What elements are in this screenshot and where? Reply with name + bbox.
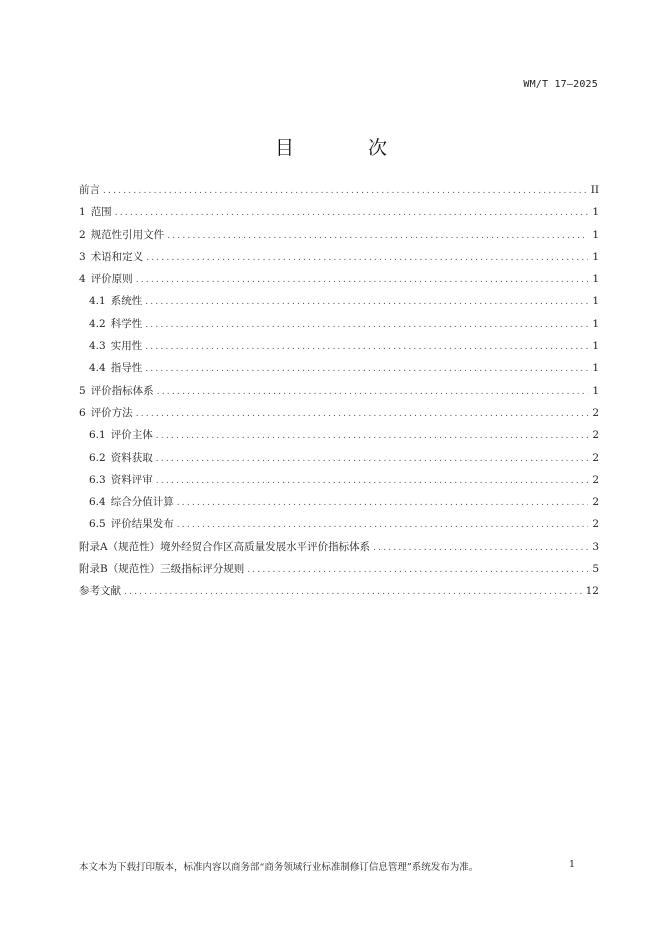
toc-entry-number: 6.2 <box>89 451 106 464</box>
toc-entry-label: 实用性 <box>110 340 143 353</box>
toc-entry-page: 1 <box>592 228 599 241</box>
toc-dot-leader <box>373 537 588 559</box>
toc-dot-leader <box>124 581 583 603</box>
toc-entry-page: 2 <box>592 473 599 486</box>
toc-entry[interactable] <box>79 179 599 201</box>
toc-entry-number: 6.5 <box>89 518 106 531</box>
toc-dot-leader <box>156 448 588 470</box>
toc-entry-page: 1 <box>592 317 599 330</box>
toc-entry-number: 4.1 <box>89 295 106 308</box>
toc-entry-page: 2 <box>592 518 599 531</box>
toc-entry-number: 4.3 <box>89 340 106 353</box>
toc-entry-page: 2 <box>592 451 599 464</box>
toc-entry[interactable] <box>79 313 599 335</box>
table-of-contents <box>79 179 599 603</box>
toc-entry-label: 规范性引用文件 <box>90 228 165 241</box>
toc-entry[interactable] <box>79 447 599 469</box>
toc-entry[interactable] <box>79 246 599 268</box>
toc-entry-label: 评价主体 <box>110 429 153 442</box>
toc-dot-leader <box>156 470 588 492</box>
toc-entry-page: II <box>590 184 599 196</box>
toc-dot-leader <box>146 247 588 269</box>
toc-entry-page: 2 <box>592 429 599 442</box>
toc-entry-label: 评价指标体系 <box>90 384 154 397</box>
toc-entry[interactable] <box>79 201 599 223</box>
footer-note: 本文本为下载打印版本，标准内容以商务部“商务领域行业标准制修订信息管理”系统发布为准。 <box>79 862 479 873</box>
toc-entry-label: 范围 <box>90 206 112 219</box>
toc-entry-number: 5 <box>79 384 86 397</box>
toc-dot-leader <box>247 559 588 581</box>
toc-entry-number: 3 <box>79 250 86 263</box>
toc-entry-label: 科学性 <box>110 317 143 330</box>
toc-entry-label: 评价方法 <box>90 406 133 419</box>
page-footer <box>79 859 575 873</box>
toc-entry-page: 1 <box>592 273 599 286</box>
toc-entry[interactable] <box>79 335 599 357</box>
toc-entry[interactable] <box>79 268 599 290</box>
toc-dot-leader <box>177 514 588 536</box>
toc-entry[interactable] <box>79 469 599 491</box>
toc-entry[interactable] <box>79 290 599 312</box>
toc-entry-page: 1 <box>592 250 599 263</box>
toc-entry[interactable] <box>79 224 599 246</box>
toc-entry-page: 1 <box>592 295 599 308</box>
toc-entry[interactable] <box>79 580 599 602</box>
toc-entry-number: 4 <box>79 273 86 286</box>
toc-dot-leader <box>156 425 588 447</box>
toc-entry-page: 5 <box>592 563 599 576</box>
toc-entry-number: 6.4 <box>89 496 106 509</box>
toc-entry-number: 4.2 <box>89 317 106 330</box>
toc-entry-number: 2 <box>79 228 86 241</box>
toc-dot-leader <box>136 269 588 291</box>
toc-entry-label: 系统性 <box>110 295 143 308</box>
toc-entry-page: 1 <box>592 206 599 219</box>
toc-entry-page: 2 <box>592 496 599 509</box>
toc-entry-label: 评价结果发布 <box>110 518 174 531</box>
toc-entry-label: 参考文献 <box>79 585 121 598</box>
toc-entry-page: 1 <box>592 340 599 353</box>
toc-dot-leader <box>157 381 588 403</box>
toc-entry[interactable] <box>79 402 599 424</box>
toc-entry-page: 1 <box>592 384 599 397</box>
toc-dot-leader <box>167 225 588 247</box>
toc-entry[interactable] <box>79 491 599 513</box>
toc-dot-leader <box>145 358 588 380</box>
document-code: WM/T 17—2025 <box>523 79 598 90</box>
footer-page-number: 1 <box>568 859 575 870</box>
toc-dot-leader <box>177 492 588 514</box>
toc-entry-page: 2 <box>592 406 599 419</box>
toc-entry[interactable] <box>79 536 599 558</box>
toc-entry-number: 6.1 <box>89 429 106 442</box>
toc-entry-label: 资料评审 <box>110 473 153 486</box>
toc-entry-label: 指导性 <box>110 362 143 375</box>
toc-entry-label: 综合分值计算 <box>110 496 174 509</box>
toc-dot-leader <box>136 403 588 425</box>
page-title: 目 次 <box>274 137 422 159</box>
toc-entry-number: 4.4 <box>89 362 106 375</box>
toc-entry-label: 术语和定义 <box>90 250 144 263</box>
toc-entry-page: 12 <box>585 585 599 598</box>
toc-entry[interactable] <box>79 513 599 535</box>
toc-dot-leader <box>145 291 588 313</box>
toc-entry-number: 1 <box>79 206 86 219</box>
toc-entry-label: 附录B（规范性）三级指标评分规则 <box>79 563 245 576</box>
toc-dot-leader <box>103 180 588 202</box>
toc-dot-leader <box>115 202 588 224</box>
toc-entry-page: 1 <box>592 362 599 375</box>
toc-entry-page: 3 <box>592 540 599 553</box>
toc-entry[interactable] <box>79 558 599 580</box>
toc-entry-label: 资料获取 <box>110 451 153 464</box>
toc-entry-number: 6 <box>79 406 86 419</box>
toc-entry[interactable] <box>79 380 599 402</box>
toc-entry-label: 评价原则 <box>90 273 133 286</box>
toc-entry[interactable] <box>79 357 599 379</box>
toc-entry-number: 6.3 <box>89 473 106 486</box>
toc-entry-label: 附录A（规范性）境外经贸合作区高质量发展水平评价指标体系 <box>79 540 371 553</box>
toc-dot-leader <box>145 336 588 358</box>
toc-dot-leader <box>145 314 588 336</box>
toc-entry[interactable] <box>79 424 599 446</box>
toc-entry-label: 前言 <box>79 184 100 196</box>
